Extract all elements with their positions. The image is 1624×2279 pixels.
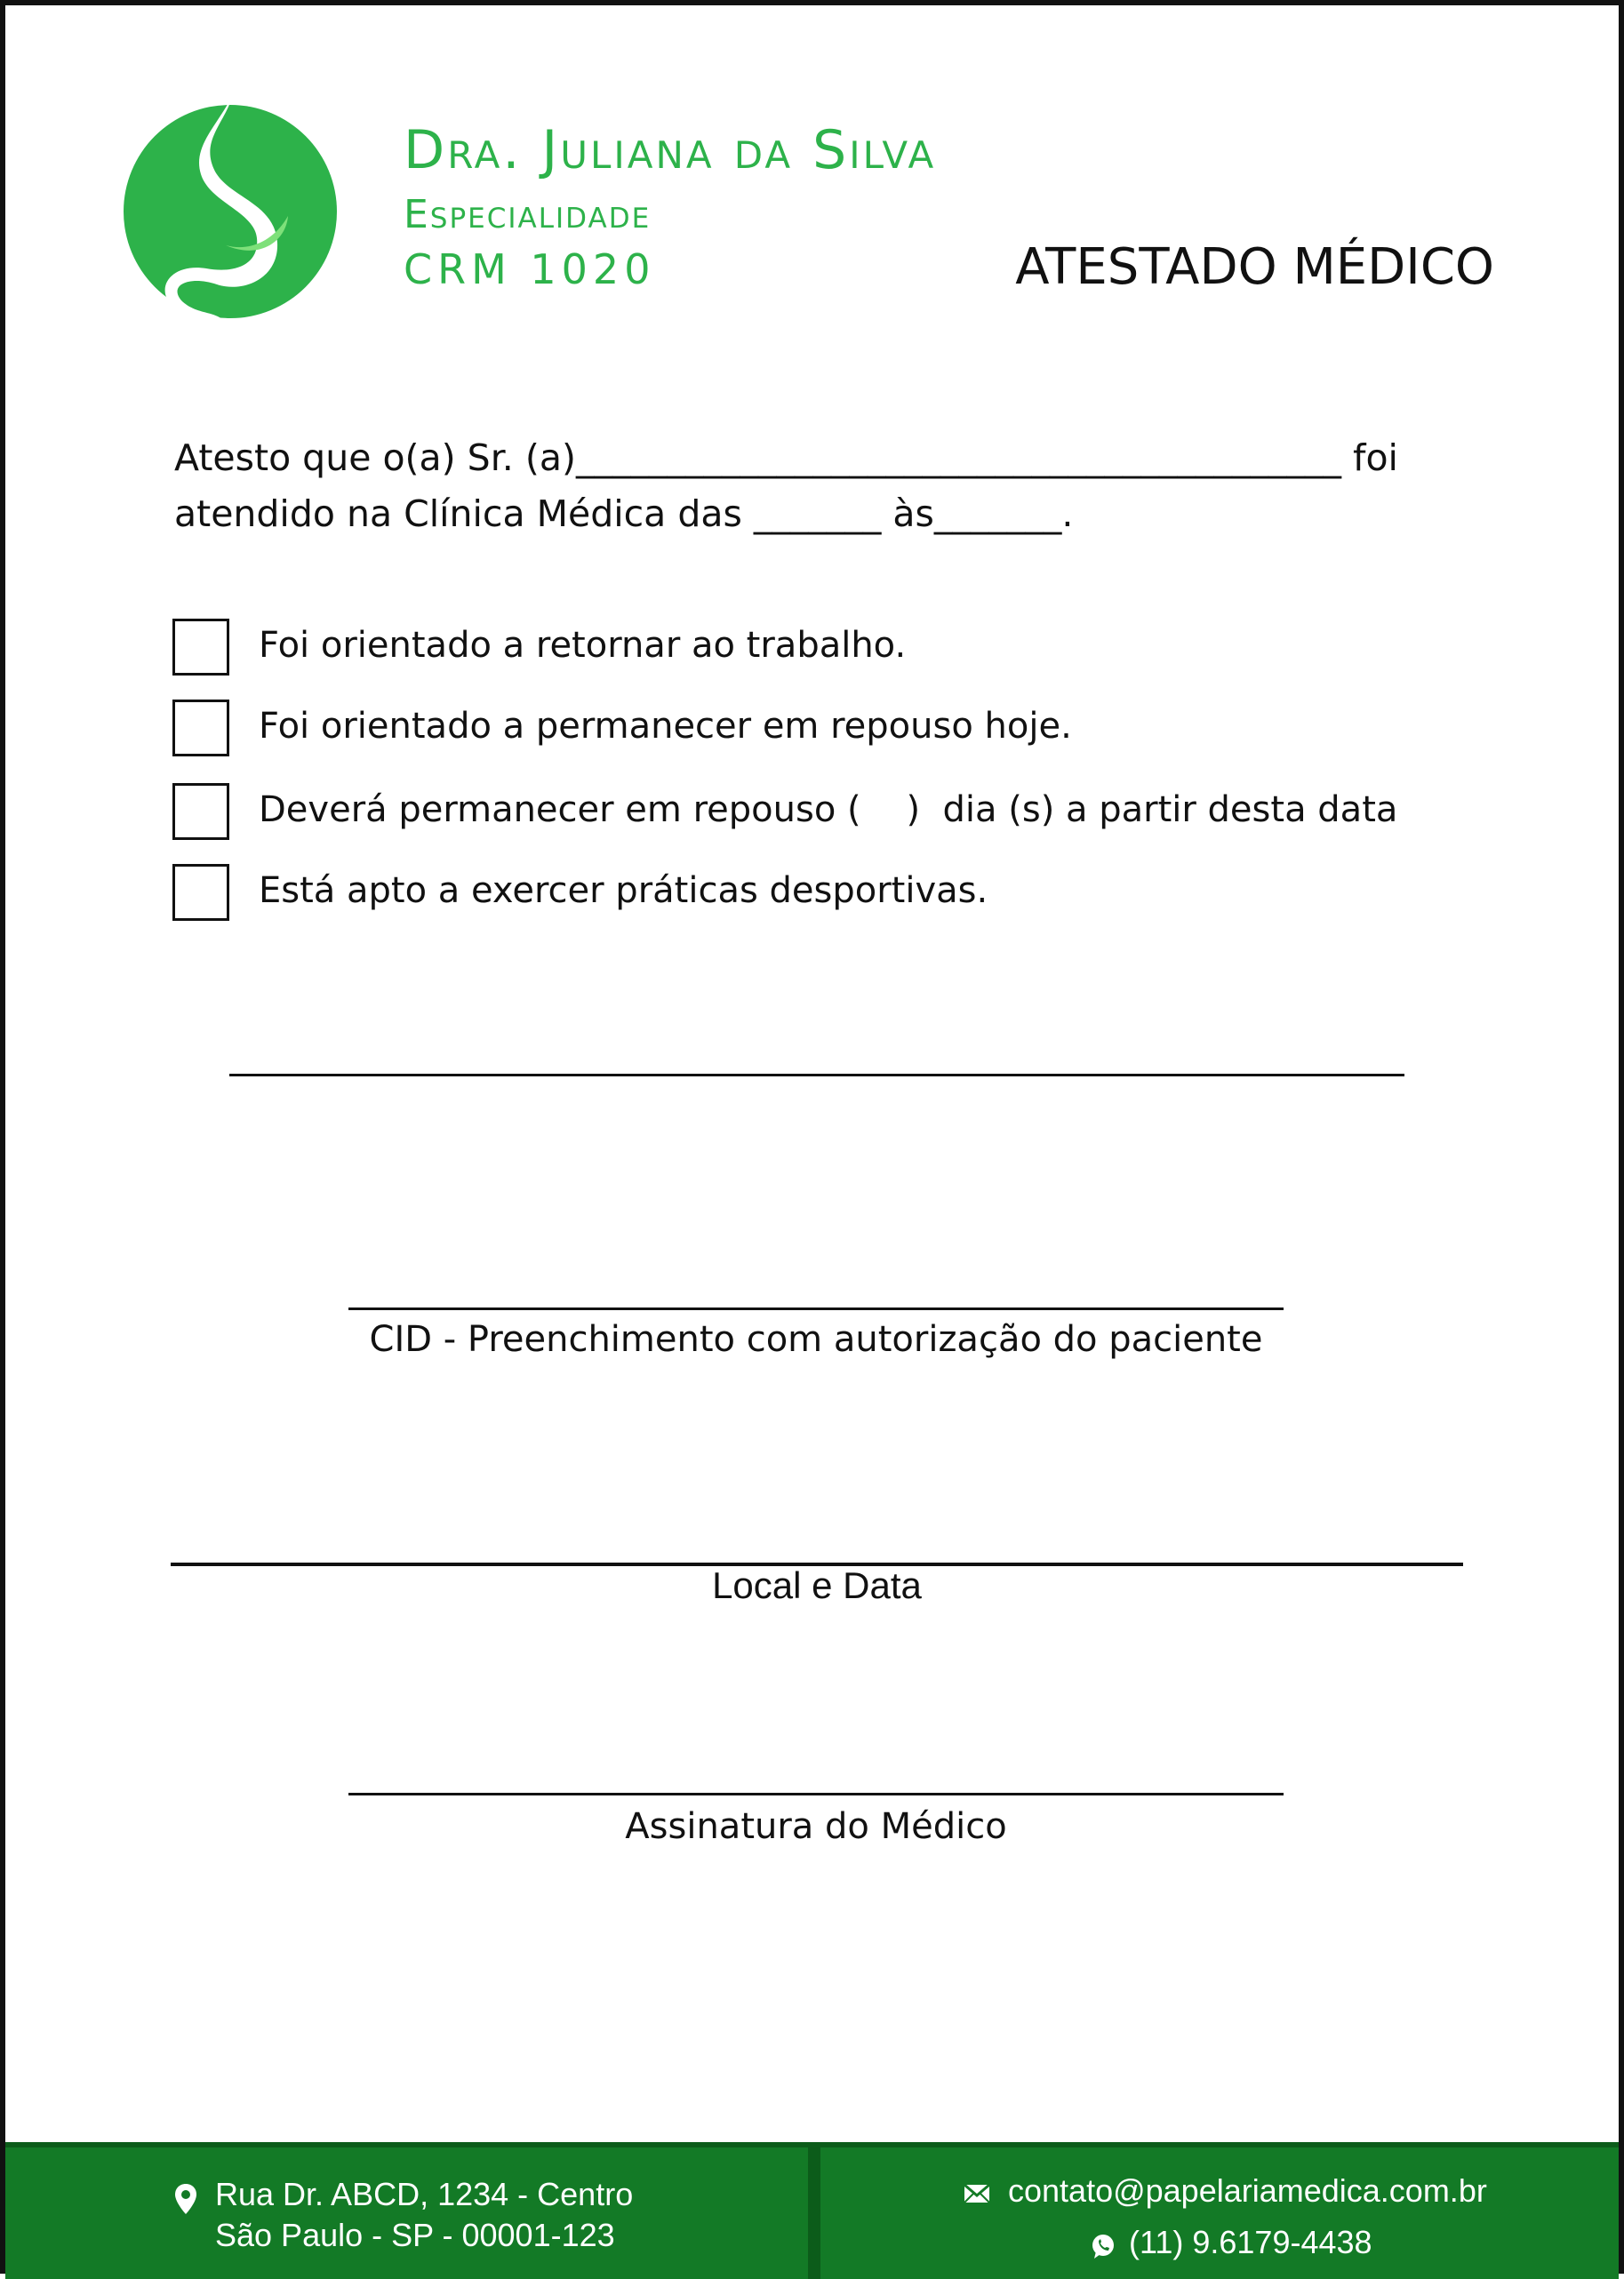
document-title: ATESTADO MÉDICO bbox=[1015, 238, 1494, 296]
doctor-specialty: Especialidade bbox=[404, 192, 652, 237]
whatsapp-icon bbox=[1090, 2233, 1116, 2259]
checkbox-label: Deverá permanecer em repouso ( ) dia (s) a partir desta data bbox=[259, 789, 1398, 830]
doctor-name: Dra. Juliana da Silva bbox=[404, 119, 937, 181]
end-time-blank[interactable]: _______ bbox=[933, 492, 1062, 535]
checkbox-rest-days[interactable] bbox=[172, 783, 229, 840]
envelope-icon bbox=[964, 2183, 990, 2204]
email-text[interactable]: contato@papelariamedica.com.br bbox=[1008, 2172, 1487, 2209]
address-line2: São Paulo - SP - 00001-123 bbox=[215, 2217, 615, 2253]
signature-label: Assinatura do Médico bbox=[625, 1806, 1007, 1847]
checkbox-row-rest-days bbox=[172, 783, 1524, 840]
checkbox-row-rest-today bbox=[172, 700, 1524, 756]
checkbox-label: Está apto a exercer práticas desportivas. bbox=[259, 870, 988, 911]
doctor-crm: CRM 1020 bbox=[404, 245, 656, 293]
signature-line[interactable] bbox=[348, 1793, 1284, 1795]
phone-text[interactable]: (11) 9.6179-4438 bbox=[1129, 2224, 1372, 2260]
attended-text: atendido na Clínica Médica das bbox=[174, 492, 754, 535]
attestation-paragraph bbox=[174, 430, 1490, 542]
start-time-blank[interactable]: _______ bbox=[753, 492, 882, 535]
address-line1: Rua Dr. ABCD, 1234 - Centro bbox=[215, 2176, 634, 2212]
checkbox-row-sports bbox=[172, 864, 1524, 921]
checkbox-label: Foi orientado a retornar ao trabalho. bbox=[259, 625, 907, 666]
attest-text-start: Atesto que o(a) Sr. (a) bbox=[174, 436, 576, 479]
cid-line[interactable] bbox=[348, 1307, 1284, 1310]
local-date-label: Local e Data bbox=[712, 1564, 922, 1606]
checkbox-sports[interactable] bbox=[172, 864, 229, 921]
patient-name-blank[interactable]: __________________________________________ bbox=[575, 436, 1341, 479]
footer-divider bbox=[808, 2147, 820, 2279]
footer bbox=[5, 2142, 1619, 2279]
checkbox-return-work[interactable] bbox=[172, 619, 229, 676]
stomach-logo-icon bbox=[119, 87, 352, 336]
as-text: às bbox=[881, 492, 934, 535]
period-text: . bbox=[1061, 492, 1074, 535]
attest-text-foi: foi bbox=[1340, 436, 1398, 479]
free-text-line[interactable] bbox=[229, 1074, 1404, 1076]
location-pin-icon bbox=[174, 2183, 197, 2215]
cid-label: CID - Preenchimento com autorização do paciente bbox=[369, 1319, 1263, 1360]
checkbox-label: Foi orientado a permanecer em repouso hoje. bbox=[259, 706, 1072, 747]
checkbox-row-return-work bbox=[172, 619, 1524, 676]
checkbox-rest-today[interactable] bbox=[172, 700, 229, 756]
